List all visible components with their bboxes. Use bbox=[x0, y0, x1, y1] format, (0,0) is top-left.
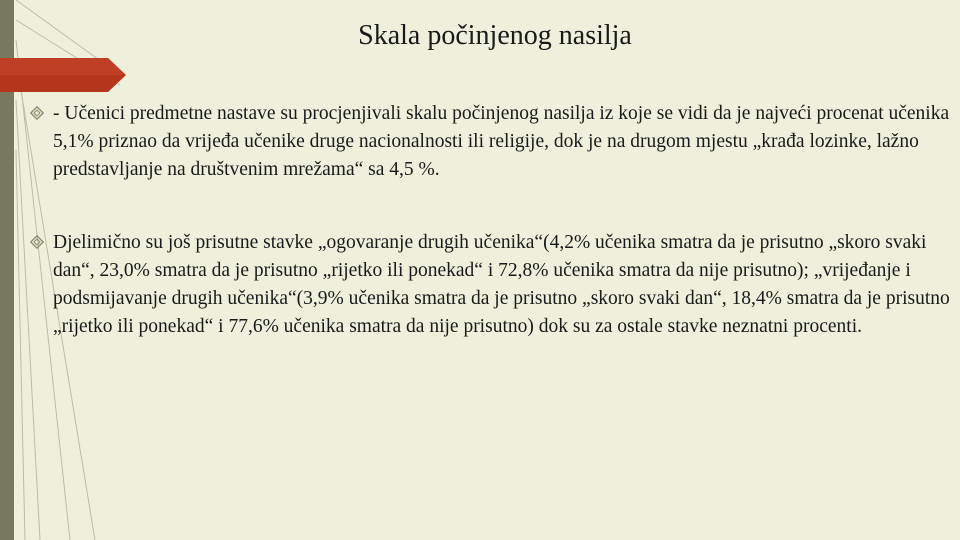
bullet-text: Djelimično su još prisutne stavke „ogovaranje drugih učenika“(4,2% učenika smatra da je prisutno „skoro svaki dan“, 23,0% smatra da je prisutno „rijetko ili ponekad“ i 72,8% učenika smatra da nije prisutno); „vrijeđanje i podsmijavanje drugih učenika“(3,9% učenika smatra da je prisutno „skoro svaki dan“, 18,4% smatra da je prisutno „rijetko ili ponekad“ i 77,6% učenika smatra da nije prisutno) dok su za ostale stavke neznatni procenti. bbox=[53, 232, 950, 337]
diamond-bullet-icon bbox=[30, 106, 44, 120]
bullet-text: - Učenici predmetne nastave su procjenjivali skalu počinjenog nasilja iz koje se vidi da je najveći procenat učenika 5,1% priznao da vrijeđa učenike druge nacionalnosti ili religije, dok je na drugom mjestu „krađa lozinke, lažno predstavljanje na društvenim mrežama“ sa 4,5 %. bbox=[53, 103, 950, 180]
accent-arrow-bar bbox=[0, 58, 130, 92]
slide-title: Skala počinjenog nasilja bbox=[358, 20, 632, 51]
diamond-bullet-icon bbox=[30, 235, 44, 249]
